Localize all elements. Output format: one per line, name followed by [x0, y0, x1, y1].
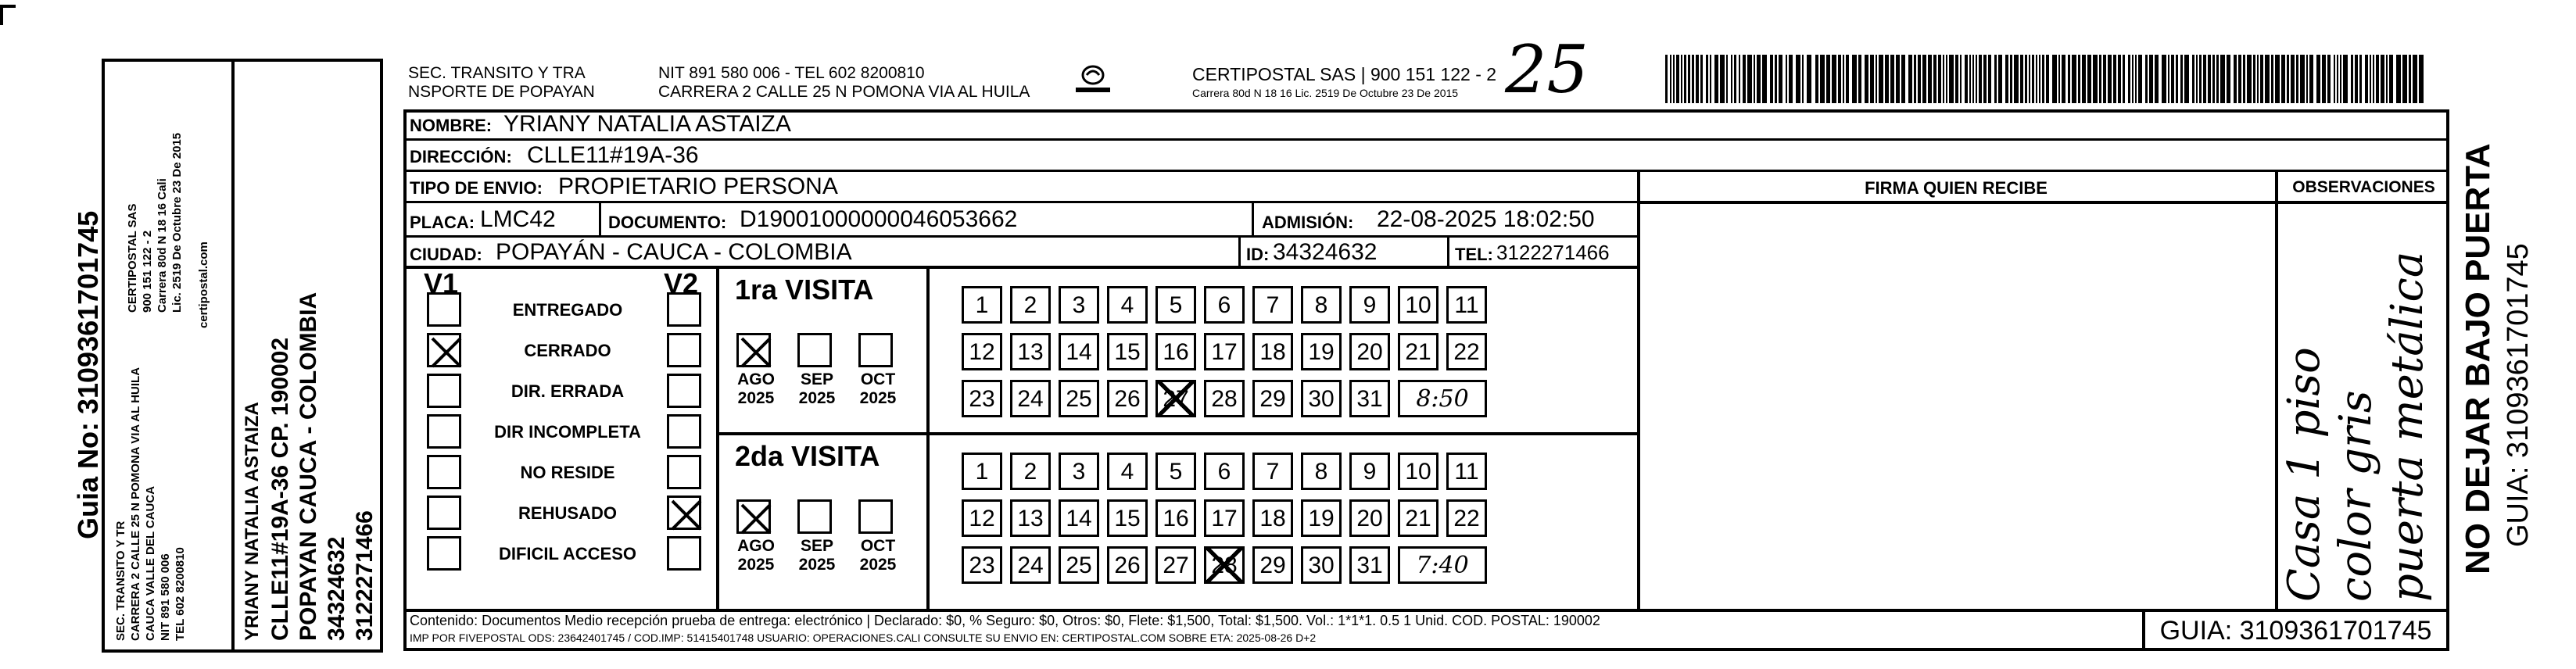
barcode-bar	[1946, 55, 1947, 103]
barcode-bar	[1688, 55, 1690, 103]
day-box[interactable]: 30	[1301, 380, 1342, 417]
month-label: SEP 2025	[798, 537, 836, 574]
barcode-bar	[1972, 55, 1974, 103]
barcode-bar	[2343, 55, 2348, 103]
barcode-bar	[1933, 55, 1936, 103]
v1-checkbox-3[interactable]	[427, 414, 461, 449]
v2-checkbox-6[interactable]	[667, 536, 701, 571]
barcode-bar	[2135, 55, 2137, 103]
barcode-bar	[2036, 55, 2037, 103]
day-box[interactable]: 17	[1204, 499, 1245, 537]
v1-checkbox-4[interactable]	[427, 455, 461, 489]
stub-guia-number: Guia No: 3109361701745	[72, 210, 104, 539]
barcode-bar	[1826, 55, 1830, 103]
tipo-value: PROPIETARIO PERSONA	[558, 174, 838, 199]
barcode-bar	[1770, 55, 1773, 103]
barcode-bar	[2123, 55, 2125, 103]
barcode-bar	[1890, 55, 1894, 103]
month-label: AGO 2025	[737, 537, 775, 574]
barcode-bar	[1681, 55, 1682, 103]
observaciones-divider	[2275, 172, 2278, 611]
day-box[interactable]: 10	[1398, 453, 1438, 490]
barcode-bar	[2199, 55, 2202, 103]
barcode-bar	[2176, 55, 2178, 103]
barcode-bar	[2351, 55, 2353, 103]
status-label: DIR INCOMPLETA	[494, 422, 641, 442]
barcode-bar	[2087, 55, 2091, 103]
barcode-bar	[1739, 55, 1740, 103]
day-box[interactable]: 18	[1252, 333, 1293, 370]
barcode-bar	[2093, 55, 2098, 103]
certipostal-logo	[1071, 61, 1115, 98]
barcode-bar	[2309, 55, 2313, 103]
barcode-bar	[2020, 55, 2023, 103]
v1-checkbox-2[interactable]	[427, 374, 461, 408]
barcode-bar	[1700, 55, 1703, 103]
day-box[interactable]: 11	[1446, 453, 1487, 490]
barcode-bar	[1789, 55, 1793, 103]
barcode-bar	[1796, 55, 1800, 103]
documento-value: D19001000000046053662	[740, 206, 1018, 232]
barcode-bar	[1918, 55, 1921, 103]
tipo-row: TIPO DE ENVIO: PROPIETARIO PERSONA	[403, 172, 2449, 203]
day-box[interactable]: 14	[1059, 333, 1099, 370]
barcode-bar	[2386, 55, 2388, 103]
barcode-bar	[2234, 55, 2237, 103]
barcode	[1665, 55, 2424, 103]
barcode-bar	[2171, 55, 2174, 103]
barcode-bar	[1673, 55, 1675, 103]
barcode-bar	[1976, 55, 1977, 103]
day-box[interactable]: 3	[1059, 453, 1099, 490]
barcode-bar	[2291, 55, 2295, 103]
month-label: SEP 2025	[798, 370, 836, 407]
barcode-bar	[2108, 55, 2112, 103]
barcode-bar	[1879, 55, 1883, 103]
month-checkbox-2[interactable]	[858, 499, 893, 534]
month-checkbox-1[interactable]	[797, 499, 832, 534]
barcode-bar	[1965, 55, 1968, 103]
barcode-bar	[1843, 55, 1844, 103]
barcode-bar	[1858, 55, 1861, 103]
status-vertical-line	[716, 269, 719, 611]
v1-checkbox-6[interactable]	[427, 536, 461, 571]
barcode-bar	[2155, 55, 2159, 103]
day-box[interactable]: 2	[1010, 453, 1051, 490]
day-box[interactable]: 7	[1252, 453, 1293, 490]
day-box[interactable]: 14	[1059, 499, 1099, 537]
barcode-bar	[2340, 55, 2341, 103]
status-label: DIFICIL ACCESO	[498, 544, 636, 563]
day-box[interactable]: 12	[962, 333, 1002, 370]
day-box[interactable]: 27	[1155, 380, 1196, 417]
v1-checkbox-0[interactable]	[427, 292, 461, 327]
barcode-bar	[2316, 55, 2320, 103]
day-box[interactable]: 21	[1398, 499, 1438, 537]
month-label: AGO 2025	[737, 370, 775, 407]
barcode-bar	[1832, 55, 1836, 103]
day-box[interactable]: 19	[1301, 333, 1342, 370]
month-checkbox-0[interactable]	[736, 499, 771, 534]
day-box[interactable]: 13	[1010, 499, 1051, 537]
barcode-bar	[2322, 55, 2326, 103]
barcode-bar	[1706, 55, 1708, 103]
v2-label: V2	[664, 267, 699, 299]
barcode-bar	[1865, 55, 1868, 103]
barcode-bar	[2042, 55, 2044, 103]
day-box[interactable]: 3	[1059, 286, 1099, 324]
barcode-bar	[1914, 55, 1916, 103]
visit-title: 2da VISITA	[735, 440, 880, 472]
barcode-bar	[1820, 55, 1825, 103]
barcode-bar	[1747, 55, 1752, 103]
status-label: NO RESIDE	[520, 463, 615, 482]
barcode-bar	[2220, 55, 2225, 103]
barcode-bar	[2058, 55, 2060, 103]
day-box[interactable]: 23	[962, 546, 1002, 584]
v2-checkbox-0[interactable]	[667, 292, 701, 327]
barcode-bar	[2389, 55, 2393, 103]
v1-label: V1	[424, 267, 459, 299]
barcode-bar	[2062, 55, 2065, 103]
barcode-bar	[2365, 55, 2368, 103]
barcode-bar	[2359, 55, 2362, 103]
nombre-value: YRIANY NATALIA ASTAIZA	[503, 111, 791, 137]
barcode-bar	[1870, 55, 1874, 103]
barcode-bar	[2149, 55, 2153, 103]
footer-contenido: Contenido: Documentos Medio recepción prueba de entrega: electrónico | Declarado: $0, % Seguro: $0, Otros: $0, Flete: $1,500, Total: $1,500. Vol.: 1*1*1. 0.5 1 Unid. COD. POSTAL: 190002	[410, 613, 1600, 628]
day-box[interactable]: 23	[962, 380, 1002, 417]
barcode-bar	[1775, 55, 1777, 103]
sender-nit-address: NIT 891 580 006 - TEL 602 8200810 CARRERA 2 CALLE 25 N POMONA VIA AL HUILA	[658, 64, 1030, 101]
barcode-bar	[2281, 55, 2285, 103]
day-box[interactable]: 18	[1252, 499, 1293, 537]
day-box[interactable]: 22	[1446, 499, 1487, 537]
day-box[interactable]: 10	[1398, 286, 1438, 324]
barcode-bar	[2052, 55, 2057, 103]
placa-value: LMC42	[480, 206, 556, 232]
courier-info: CERTIPOSTAL SAS | 900 151 122 - 2 Carrera 80d N 18 16 Lic. 2519 De Octubre 23 De 2015	[1192, 64, 1497, 99]
day-box[interactable]: 6	[1204, 453, 1245, 490]
day-box[interactable]: 13	[1010, 333, 1051, 370]
barcode-bar	[2068, 55, 2070, 103]
handwritten-number: 25	[1505, 31, 1589, 108]
month-checkbox-2[interactable]	[858, 333, 893, 367]
id-value: 34324632	[1273, 239, 1378, 265]
barcode-bar	[1754, 55, 1755, 103]
barcode-bar	[2275, 55, 2280, 103]
status-label: DIR. ERRADA	[511, 381, 625, 401]
day-box[interactable]: 6	[1204, 286, 1245, 324]
barcode-bar	[1988, 55, 1991, 103]
v2-checkbox-4[interactable]	[667, 455, 701, 489]
month-checkbox-0[interactable]	[736, 333, 771, 367]
day-box[interactable]: 27	[1155, 546, 1196, 584]
barcode-bar	[2376, 55, 2379, 103]
barcode-bar	[1994, 55, 1997, 103]
barcode-bar	[2113, 55, 2116, 103]
barcode-bar	[1665, 55, 1668, 103]
barcode-bar	[2337, 55, 2338, 103]
month-label: OCT 2025	[859, 370, 897, 407]
barcode-bar	[1938, 55, 1941, 103]
barcode-bar	[2180, 55, 2183, 103]
barcode-bar	[2078, 55, 2080, 103]
visit-time: 7:40	[1398, 546, 1487, 584]
barcode-bar	[2355, 55, 2358, 103]
day-box[interactable]: 29	[1252, 380, 1293, 417]
month-label: OCT 2025	[859, 537, 897, 574]
day-box[interactable]: 7	[1252, 286, 1293, 324]
barcode-bar	[1714, 55, 1718, 103]
barcode-bar	[1710, 55, 1711, 103]
day-box[interactable]: 28	[1204, 380, 1245, 417]
barcode-bar	[2370, 55, 2371, 103]
barcode-bar	[2373, 55, 2374, 103]
day-box[interactable]: 4	[1107, 286, 1148, 324]
status-label: REHUSADO	[518, 503, 617, 523]
day-box[interactable]: 9	[1349, 453, 1390, 490]
barcode-bar	[2162, 55, 2166, 103]
barcode-bar	[1908, 55, 1912, 103]
barcode-bar	[1960, 55, 1962, 103]
day-box[interactable]: 19	[1301, 499, 1342, 537]
barcode-bar	[1928, 55, 1932, 103]
barcode-bar	[2300, 55, 2305, 103]
barcode-bar	[1852, 55, 1857, 103]
scan-mark	[0, 5, 16, 25]
visit-title: 1ra VISITA	[735, 274, 874, 306]
barcode-bar	[1896, 55, 1900, 103]
barcode-bar	[2014, 55, 2019, 103]
visit-months-divider	[926, 269, 930, 611]
barcode-bar	[2306, 55, 2308, 103]
barcode-bar	[2118, 55, 2121, 103]
barcode-bar	[1969, 55, 1971, 103]
barcode-bar	[1838, 55, 1841, 103]
side-guia: GUIA: 3109361701745	[2502, 243, 2535, 547]
day-box[interactable]: 17	[1204, 333, 1245, 370]
ciudad-row: CIUDAD: POPAYÁN - CAUCA - COLOMBIA ID: 34324632 TEL: 3122271466	[403, 238, 1639, 269]
day-box[interactable]: 29	[1252, 546, 1293, 584]
day-box[interactable]: 11	[1446, 286, 1487, 324]
day-box[interactable]: 1	[962, 453, 1002, 490]
day-box[interactable]: 2	[1010, 286, 1051, 324]
day-box[interactable]: 20	[1349, 499, 1390, 537]
barcode-bar	[1815, 55, 1818, 103]
day-box[interactable]: 28	[1204, 546, 1245, 584]
day-box[interactable]: 4	[1107, 453, 1148, 490]
visit-divider	[719, 432, 1637, 435]
barcode-bar	[2046, 55, 2049, 103]
day-box[interactable]: 1	[962, 286, 1002, 324]
barcode-bar	[1743, 55, 1746, 103]
barcode-bar	[2413, 55, 2417, 103]
ciudad-value: POPAYÁN - CAUCA - COLOMBIA	[496, 239, 852, 265]
firma-header-line	[1637, 202, 2449, 204]
v2-checkbox-2[interactable]	[667, 374, 701, 408]
day-box[interactable]: 5	[1155, 453, 1196, 490]
visit-time: 8:50	[1398, 380, 1487, 417]
barcode-bar	[1696, 55, 1699, 103]
nombre-row: NOMBRE: YRIANY NATALIA ASTAIZA	[403, 109, 2449, 141]
barcode-bar	[1726, 55, 1728, 103]
v1-checkbox-1[interactable]	[427, 333, 461, 367]
day-box[interactable]: 8	[1301, 286, 1342, 324]
stub-divider	[231, 59, 235, 653]
barcode-bar	[2025, 55, 2027, 103]
barcode-bar	[1731, 55, 1732, 103]
barcode-bar	[2327, 55, 2331, 103]
day-box[interactable]: 5	[1155, 286, 1196, 324]
barcode-bar	[1846, 55, 1849, 103]
barcode-bar	[2419, 55, 2424, 103]
day-box[interactable]: 31	[1349, 380, 1390, 417]
barcode-bar	[2212, 55, 2215, 103]
day-box[interactable]: 12	[962, 499, 1002, 537]
barcode-bar	[1949, 55, 1954, 103]
barcode-bar	[2032, 55, 2034, 103]
barcode-bar	[1802, 55, 1804, 103]
day-box[interactable]: 30	[1301, 546, 1342, 584]
day-box[interactable]: 20	[1349, 333, 1390, 370]
day-box[interactable]: 16	[1155, 499, 1196, 537]
barcode-bar	[2381, 55, 2384, 103]
barcode-bar	[2196, 55, 2198, 103]
barcode-bar	[2128, 55, 2130, 103]
barcode-bar	[2396, 55, 2401, 103]
barcode-bar	[2168, 55, 2169, 103]
barcode-bar	[2334, 55, 2335, 103]
month-checkbox-1[interactable]	[797, 333, 832, 367]
v2-checkbox-3[interactable]	[667, 414, 701, 449]
barcode-bar	[1876, 55, 1877, 103]
sender-name: SEC. TRANSITO Y TRA NSPORTE DE POPAYAN	[408, 64, 595, 101]
barcode-bar	[2072, 55, 2076, 103]
barcode-bar	[2409, 55, 2411, 103]
barcode-bar	[2192, 55, 2194, 103]
barcode-bar	[2296, 55, 2298, 103]
barcode-bar	[1998, 55, 2002, 103]
status-label: ENTREGADO	[512, 300, 623, 320]
day-box[interactable]: 15	[1107, 333, 1148, 370]
day-box[interactable]: 16	[1155, 333, 1196, 370]
barcode-bar	[2145, 55, 2148, 103]
barcode-bar	[2039, 55, 2040, 103]
placa-row: PLACA: LMC42 DOCUMENTO: D19001000000046053662 ADMISIÓN: 22-08-2025 18:02:50	[403, 203, 1639, 238]
status-area	[403, 269, 716, 611]
firma-header: FIRMA QUIEN RECIBE	[1865, 178, 2048, 198]
barcode-bar	[2238, 55, 2241, 103]
barcode-bar	[2257, 55, 2259, 103]
firma-column	[1637, 172, 1640, 611]
barcode-bar	[1762, 55, 1767, 103]
barcode-bar	[1692, 55, 1694, 103]
barcode-bar	[2208, 55, 2211, 103]
barcode-bar	[2138, 55, 2142, 103]
tel-value: 3122271466	[1496, 241, 1610, 264]
day-box[interactable]: 25	[1059, 546, 1099, 584]
v1-checkbox-5[interactable]	[427, 495, 461, 530]
barcode-bar	[2287, 55, 2289, 103]
barcode-bar	[2132, 55, 2134, 103]
barcode-bar	[2099, 55, 2101, 103]
barcode-bar	[2184, 55, 2189, 103]
day-box[interactable]: 26	[1107, 380, 1148, 417]
direccion-value: CLLE11#19A-36	[527, 142, 699, 168]
barcode-bar	[2010, 55, 2012, 103]
direccion-row: DIRECCIÓN: CLLE11#19A-36	[403, 141, 2449, 172]
stub-certipostal-web: certipostal.com	[197, 241, 210, 328]
barcode-bar	[1757, 55, 1761, 103]
barcode-bar	[1885, 55, 1889, 103]
day-box[interactable]: 22	[1446, 333, 1487, 370]
day-box[interactable]: 21	[1398, 333, 1438, 370]
barcode-bar	[2005, 55, 2008, 103]
v2-checkbox-1[interactable]	[667, 333, 701, 367]
barcode-bar	[1922, 55, 1926, 103]
barcode-bar	[1670, 55, 1671, 103]
barcode-bar	[2253, 55, 2255, 103]
barcode-bar	[1807, 55, 1811, 103]
day-box[interactable]: 24	[1010, 546, 1051, 584]
barcode-bar	[1901, 55, 1905, 103]
day-box[interactable]: 15	[1107, 499, 1148, 537]
barcode-bar	[2402, 55, 2407, 103]
barcode-bar	[2247, 55, 2252, 103]
barcode-bar	[1676, 55, 1679, 103]
barcode-bar	[1983, 55, 1987, 103]
barcode-bar	[2216, 55, 2219, 103]
footer-guia: GUIA: 3109361701745	[2159, 616, 2432, 646]
footer-imp: IMP POR FIVEPOSTAL ODS: 23642401745 / COD.IMP: 51415401748 USUARIO: OPERACIONES.CALI CONSULTE SU ENVIO EN: CERTIPOSTAL.COM SOBRE ETA: 2025-08-26 D+2	[410, 631, 1317, 644]
barcode-bar	[2243, 55, 2245, 103]
barcode-bar	[2265, 55, 2270, 103]
no-dejar-bajo-puerta: NO DEJAR BAJO PUERTA	[2459, 143, 2497, 574]
day-box[interactable]: 8	[1301, 453, 1342, 490]
barcode-bar	[1979, 55, 1982, 103]
barcode-bar	[1779, 55, 1782, 103]
barcode-bar	[1786, 55, 1787, 103]
day-box[interactable]: 25	[1059, 380, 1099, 417]
v2-checkbox-5[interactable]	[667, 495, 701, 530]
barcode-bar	[2103, 55, 2106, 103]
barcode-bar	[2260, 55, 2263, 103]
barcode-bar	[2203, 55, 2206, 103]
status-label: CERRADO	[524, 341, 611, 360]
observaciones-header: OBSERVACIONES	[2292, 178, 2435, 196]
barcode-bar	[2029, 55, 2030, 103]
day-box[interactable]: 24	[1010, 380, 1051, 417]
barcode-bar	[1943, 55, 1944, 103]
barcode-bar	[1955, 55, 1958, 103]
day-box[interactable]: 31	[1349, 546, 1390, 584]
barcode-bar	[2271, 55, 2273, 103]
barcode-bar	[2082, 55, 2086, 103]
day-box[interactable]: 26	[1107, 546, 1148, 584]
barcode-bar	[1720, 55, 1725, 103]
barcode-bar	[1734, 55, 1736, 103]
barcode-bar	[1684, 55, 1686, 103]
admision-value: 22-08-2025 18:02:50	[1377, 206, 1595, 232]
barcode-bar	[2227, 55, 2230, 103]
day-box[interactable]: 9	[1349, 286, 1390, 324]
